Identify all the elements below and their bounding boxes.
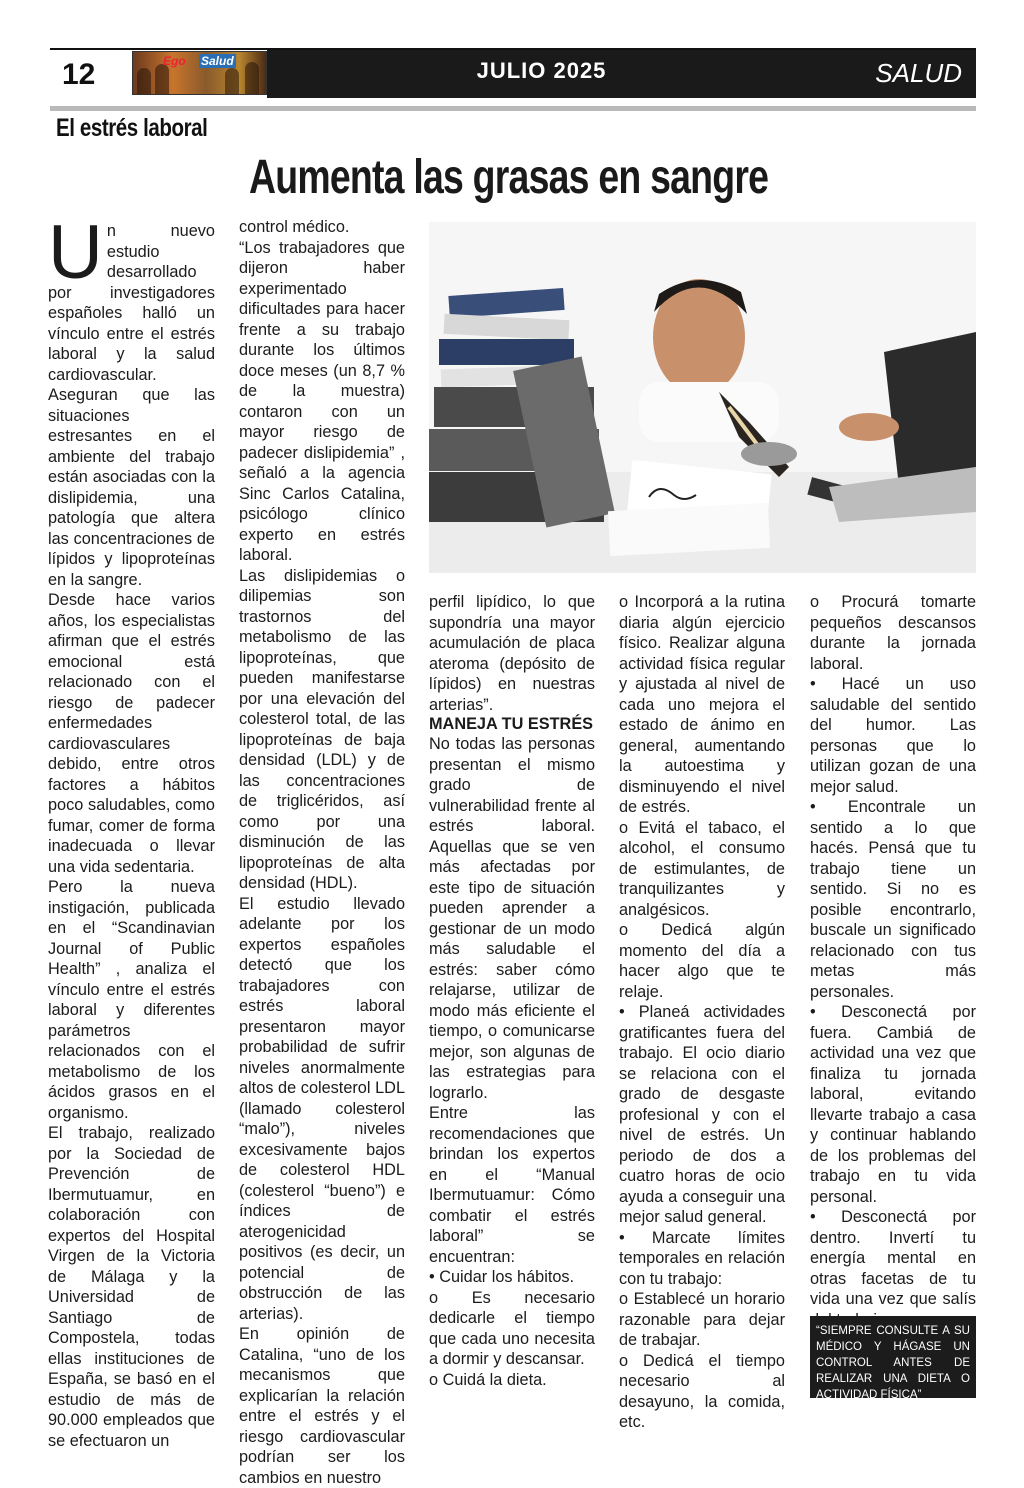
article-headline: Aumenta las grasas en sangre	[249, 151, 769, 204]
list-item: o Dedicá algún momento del día a hacer algo que te relaje.	[619, 921, 785, 1001]
advice-callout-box: “SIEMPRE CONSULTE A SU MÉDICO Y HÁGASE UN CONTROL ANTES DE REALIZAR UNA DIETA O ACTIVIDAD FÍSICA”	[810, 1316, 976, 1398]
list-item: o Cuidá la dieta.	[429, 1370, 547, 1389]
paragraph: perfil lipídico, lo que supondría una mayor acumulación de placa ateroma (depósito de lípidos) en nuestras arterias”.	[429, 593, 595, 714]
paragraph: No todas las personas presentan el mismo grado de vulnerabilidad frente al estrés laboral. Aquellas que se ven más afectadas por este tipo de situación pueden aprender a gestionar de un modo más saludable el estrés: saber cómo relajarse, utilizar de modo más eficiente el tiempo, o comunicarse mejor, son algunas de las estrategias para lograrlo.	[429, 735, 595, 1102]
section-rule	[50, 106, 976, 111]
text-column-2	[239, 217, 405, 1488]
list-item: • Hacé un uso saludable del sentido del humor. Las personas que lo utilizan gozan de una mejor salud.	[810, 675, 976, 796]
paragraph: n nuevo estudio desarrollado por investigadores españoles halló un vínculo entre el estrés laboral y la salud cardiovascular. Aseguran que las situaciones estresantes en el ambiente del trabajo están asociadas con la dislipidemia, una patología que altera las concentraciones de lípidos y lipoproteínas en la sangre.	[48, 222, 215, 589]
header-bar	[267, 50, 976, 98]
list-item: • Encontrale un sentido a lo que hacés. Pensá que tu trabajo tiene un sentido. Si no es posible encontrarlo, buscale un significado relacionado con tus metas más personales.	[810, 798, 976, 1001]
paragraph: El trabajo, realizado por la Sociedad de Prevención de Ibermutuamur, en colaboración con expertos del Hospital Virgen de la Victoria de Málaga y la Universidad de Santiago de Compostela, todas ellas instituciones de España, se basó en el estudio de más de 90.000 empleados que se efectuaron un	[48, 1124, 215, 1450]
list-item: o Establecé un horario razonable para dejar de trabajar.	[619, 1290, 785, 1349]
logo-text-ego: Ego	[163, 54, 186, 68]
list-item: o Evitá el tabaco, el alcohol, el consumo de estimulantes, de tranquilizantes y analgésicos.	[619, 818, 785, 919]
page-header	[50, 48, 976, 98]
paragraph: control médico.	[239, 218, 350, 236]
list-item: o Es necesario dedicarle el tiempo que cada uno necesita a dormir y descansar.	[429, 1288, 595, 1368]
paragraph: “Los trabajadores que dijeron haber experimentado dificultades para hacer frente a su trabajo durante los últimos doce meses (un 8,7 % de la muestra) contaron con un mayor riesgo de padecer dislipidemia” , señaló a la agencia Sinc Carlos Catalina, psicólogo clínico experto en estrés laboral.	[239, 238, 405, 564]
text-column-5	[810, 592, 976, 1330]
list-item: o Dedicá el tiempo necesario al desayuno, la comida, etc.	[619, 1351, 785, 1431]
issue-date: JULIO 2025	[476, 58, 607, 83]
list-item: • Desconectá por dentro. Invertí tu energía mental en otras facetas de tu vida una vez que salís	[810, 1208, 976, 1308]
subheading: MANEJA TU ESTRÉS	[429, 715, 594, 733]
stressed-worker-photo	[429, 222, 976, 573]
section-name: SALUD	[875, 58, 962, 88]
paragraph: Las dislipidemias o dilipemias son trastornos del metabolismo de las lipoproteínas, que pueden manifestarse por una elevación del colesterol total, de las lipoproteínas de baja densidad (LDL) y de las concentraciones de triglicéridos, así como por una disminución de las lipoproteínas de alta densidad (HDL).	[239, 566, 405, 892]
paragraph: Pero la nueva instigación, publicada en el “Scandinavian Journal of Public Health” , analiza el vínculo entre el estrés laboral y diferentes parámetros relacionados con el metabolismo de los ácidos grasos en el organismo.	[48, 878, 215, 1122]
text-column-1	[48, 210, 215, 1451]
list-item: • Marcate límites temporales en relación con tu trabajo:	[619, 1228, 785, 1288]
paragraph: Desde hace varios años, los especialistas afirman que el estrés emocional está relacionado con el riesgo de padecer enfermedades cardiovasculares debido, entre otros factores a hábitos poco saludables, como fumar, comer de forma inadecuada o llevar una vida sedentaria.	[48, 591, 215, 876]
list-item: o Incorporá a la rutina diaria algún ejercicio físico. Realizar alguna actividad física regular y ajustada al nivel de cada uno mejora el estado de ánimo en general, aumentando la autoestima y disminuyendo el nivel de estrés.	[619, 593, 785, 816]
list-item: • Desconectá por fuera. Cambiá de actividad una vez que finaliza tu jornada laboral, evitando llevarte trabajo a casa y continuar hablando de los problemas del trabajo en tu vida personal.	[810, 1003, 976, 1206]
page-number: 12	[50, 50, 130, 98]
paragraph: El estudio llevado adelante por los expertos españoles detectó que los trabajadores con estrés laboral presentaron mayor probabilidad de sufrir niveles anormalmente altos de colesterol LDL (llamado colesterol “malo”), niveles excesivamente bajos de colesterol HDL (colesterol “bueno”) e índices de aterogenicidad positivos (es decir, un potencial de obstrucción de las arterias).	[239, 894, 405, 1323]
drop-cap: U	[48, 210, 103, 295]
list-item: • Planeá actividades gratificantes fuera del trabajo. El ocio diario se relaciona con el grado de desgaste profesional y con el nivel de estrés. Un periodo de dos a cuatro horas de ocio ayuda a conseguir una mejor salud general.	[619, 1003, 785, 1226]
list-item: o Procurá tomarte pequeños descansos durante la jornada laboral.	[810, 593, 976, 673]
list-item: • Cuidar los hábitos.	[429, 1268, 575, 1286]
text-column-3	[429, 592, 595, 1390]
text-column-4	[619, 592, 785, 1433]
paragraph: En opinión de Catalina, “uno de los mecanismos que explicarían la relación entre el estrés y el riesgo cardiovascular podrían ser los cambios en nuestro	[239, 1325, 405, 1487]
logo-text-salud: Salud	[201, 54, 234, 68]
article-kicker: El estrés laboral	[56, 114, 208, 142]
paragraph: Entre las recomendaciones que brindan los expertos en el “Manual Ibermutuamur: Cómo combatir el estrés laboral” se encuentran:	[429, 1104, 595, 1266]
